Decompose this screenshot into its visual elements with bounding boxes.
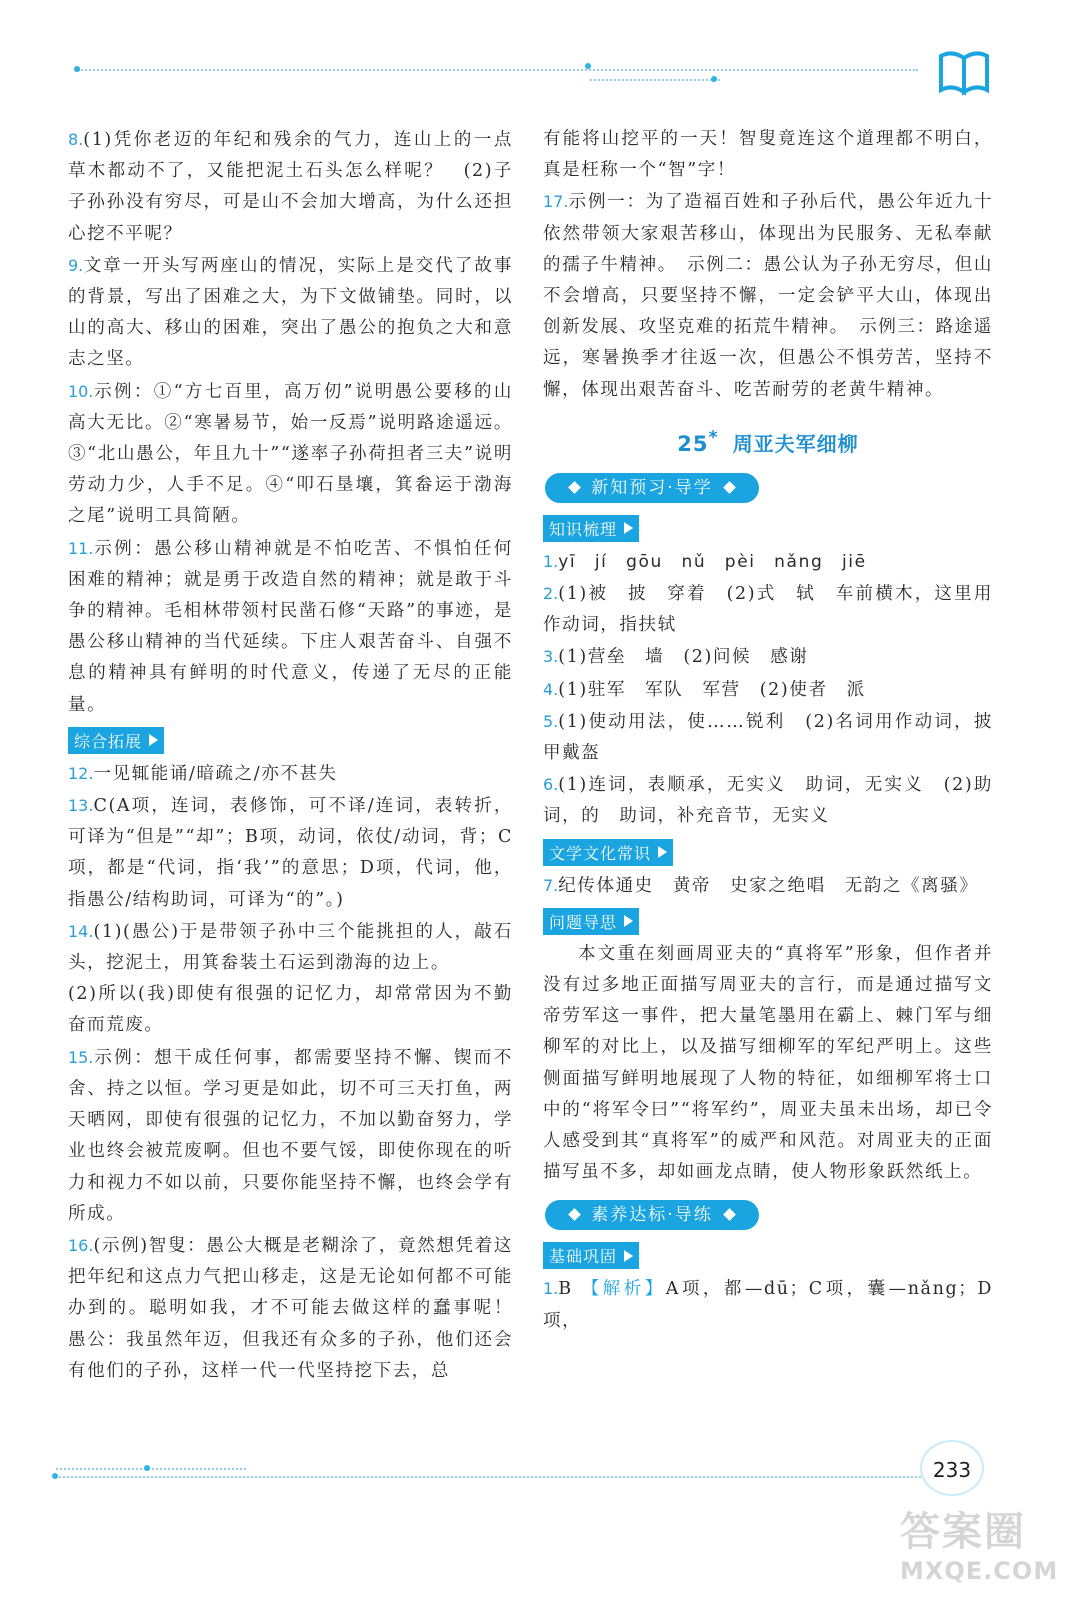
answer-13: 13.C(A项，连词，表修饰，可不译/连词，表转折，可译为“但是”“却”；B项，动词，依仗/动词，背；C项，都是“代词，指‘我’”的意思；D项，代词，他，指愚公/结构助词，可译为“的”。): [68, 796, 513, 910]
guide-paragraph: 本文重在刻画周亚夫的“真将军”形象，但作者并没有过多地正面描写周亚夫的言行，而是通过描写文帝劳军这一事件，把大量笔墨用在霸上、棘门军与细柳军的对比上，以及描写细柳军的军纪严明上。这些侧面描写鲜明地展现了人物的特征，如细柳军将士口中的“将军令曰”“将军约”，周亚夫虽未出场，却已令人感受到其“真将军”的威严和风范。对周亚夫的正面描写虽不多，却如画龙点睛，使人物形象跃然纸上。: [543, 943, 993, 1183]
answer-10: 10.示例：①“方七百里，高万仞”说明愚公要移的山高大无比。②“寒暑易节，始一反焉”说明路途遥远。③“北山愚公，年且九十”“遂率子孙荷担者三夫”说明劳动力少，人手不足。④“叩石垦壤，箕畚运于渤海之尾”说明工具简陋。: [68, 381, 513, 527]
section-tag-jichu: 基础巩固: [543, 1242, 639, 1269]
header-dotted-line: [78, 69, 918, 71]
header-dot: [74, 66, 80, 72]
section-tag-wenxue: 文学文化常识: [543, 839, 673, 866]
answer-16-continued: 有能将山挖平的一天！智叟竟连这个道理都不明白，真是枉称一个“智”字！: [543, 129, 993, 181]
answer-r7: 7.纪传体通史 黄帝 史家之绝唱 无韵之《离骚》: [543, 875, 979, 896]
answer-12: 12.一见辄能诵/暗疏之/亦不甚失: [68, 763, 338, 784]
header-dot: [585, 63, 591, 69]
answer-b1: 1.B 【解析】A项，都—dū；C项，囊—nǎng；D项，: [543, 1279, 993, 1331]
answer-15: 15.示例：想干成任何事，都需要坚持不懈、锲而不舍、持之以恒。学习更是如此，切不可三天打鱼，两天晒网，即使有很强的记忆力，不加以勤奋努力，学业也终会被荒废啊。但也不要气馁，即使你现在的听力和视力不如以前，只要你能坚持不懈，也终会学有所成。: [68, 1047, 513, 1224]
header-dot: [711, 76, 717, 82]
header-dotted-line-short: [590, 79, 720, 81]
section-tag-zhishi: 知识梳理: [543, 515, 639, 542]
lesson-number: 25*: [677, 427, 719, 456]
lesson-name: 周亚夫军细柳: [732, 431, 859, 456]
answer-r6: 6.(1)连词，表顺承，无实义 助词，无实义 (2)助词，的 助词，补充音节，无实义: [543, 775, 993, 827]
banner-practice: 素养达标·导练: [545, 1200, 759, 1230]
answer-14: 14.(1)(愚公)于是带领子孙中三个能挑担的人，敲石头，挖泥土，用箕畚装土石运到渤海的边上。: [68, 921, 513, 974]
answer-8: 8.(1)凭你老迈的年纪和残余的气力，连山上的一点草木都动不了，又能把泥土石头怎么样呢？ (2)子子孙孙没有穷尽，可是山不会加大增高，为什么还担心挖不平呢？: [68, 130, 513, 244]
right-column: [543, 124, 993, 1337]
banner-preview: 新知预习·导学: [545, 473, 759, 503]
left-column: [68, 124, 533, 1387]
section-tag-zonghe: 综合拓展: [68, 727, 164, 754]
watermark: 答案圈 MXQE.COM: [900, 1509, 1059, 1585]
page-number-badge: [920, 1440, 984, 1496]
answer-17: 17.示例一：为了造福百姓和子孙后代，愚公年近九十依然带领大家艰苦移山，体现出为民服务、无私奉献的孺子牛精神。 示例二：愚公认为子孙无穷尽，但山不会增高，只要坚持不懈，一定会铲平大山，体现出创新发展、攻坚克难的拓荒牛精神。 示例三：路途遥远，寒暑换季才往返一次，但愚公不惧劳苦，坚持不懈，体现出艰苦奋斗、吃苦耐劳的老黄牛精神。: [543, 192, 993, 400]
answer-r5: 5.(1)使动用法，使……锐利 (2)名词用作动词，披甲戴盔: [543, 711, 993, 764]
answer-r4: 4.(1)驻军 军队 军营 (2)使者 派: [543, 679, 866, 700]
answer-r1: 1.yī jí gōu nǔ pèi nǎng jiē: [543, 551, 867, 572]
answer-r3: 3.(1)营垒 墙 (2)问候 感谢: [543, 647, 809, 668]
lesson-title: [543, 428, 993, 457]
footer-dotted-line: [56, 1476, 936, 1478]
section-tag-wenti: 问题导思: [543, 908, 639, 935]
book-icon: [938, 46, 990, 96]
answer-11: 11.示例：愚公移山精神就是不怕吃苦、不惧怕任何困难的精神；就是勇于改造自然的精神；就是敢于斗争的精神。毛相林带领村民凿石修“天路”的事迹，是愚公移山精神的当代延续。下庄人艰苦奋斗、自强不息的精神具有鲜明的时代意义，传递了无尽的正能量。: [68, 538, 513, 715]
footer-dotted-line-short: [56, 1468, 246, 1470]
answer-9: 9.文章一开头写两座山的情况，实际上是交代了故事的背景，写出了困难之大，为下文做铺垫。同时，以山的高大、移山的困难，突出了愚公的抱负之大和意志之坚。: [68, 255, 513, 370]
answer-14-part2: (2)所以(我)即使有很强的记忆力，却常常因为不勤奋而荒废。: [68, 984, 513, 1036]
answer-r2: 2.(1)被 披 穿着 (2)式 轼 车前横木，这里用作动词，指扶轼: [543, 584, 993, 636]
answer-16: 16.(示例)智叟：愚公大概是老糊涂了，竟然想凭着这把年纪和这点力气把山移走，这是无论如何都不可能办到的。聪明如我，才不可能去做这样的蠢事呢！ 愚公：我虽然年迈，但我还有众多的子孙，他们还会有他们的子孙，这样一代一代坚持挖下去，总: [68, 1235, 533, 1381]
footer-dot: [52, 1473, 58, 1479]
footer-dot: [144, 1465, 150, 1471]
page-number: 233: [920, 1440, 984, 1496]
